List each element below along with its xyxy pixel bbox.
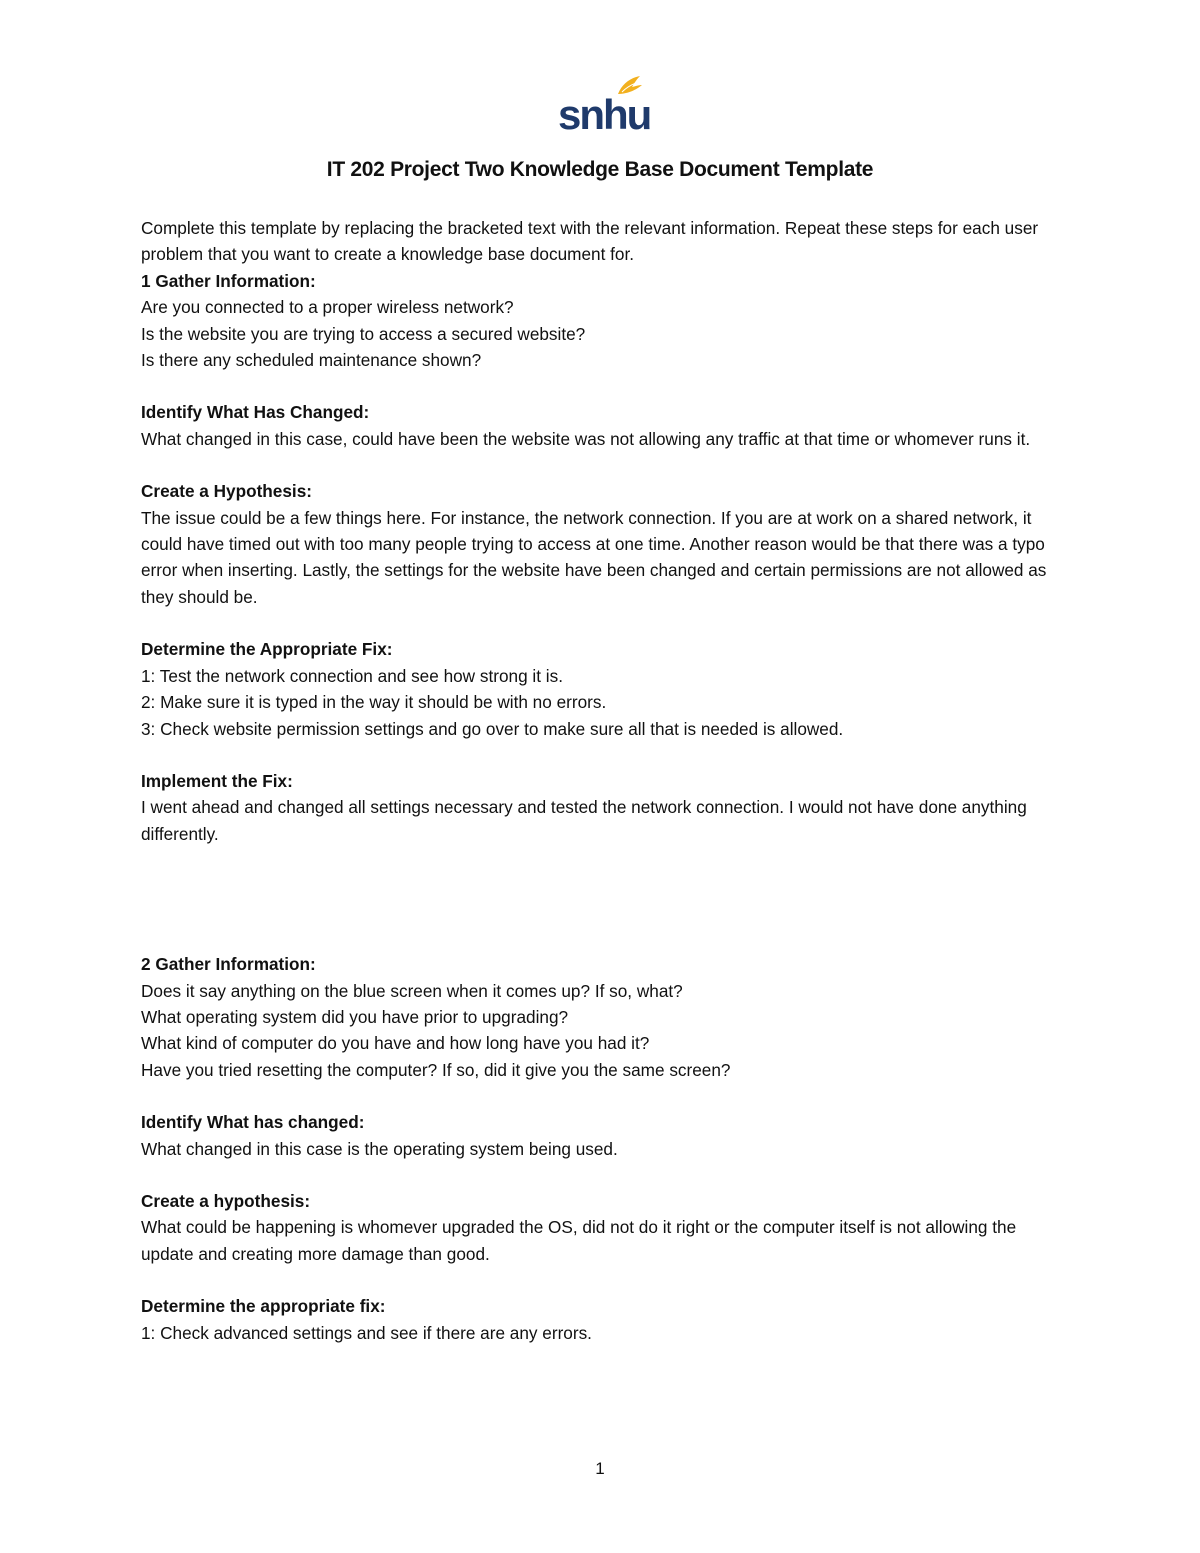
- section-spacer: [141, 847, 1061, 951]
- p2-gather-line: Does it say anything on the blue screen when it comes up? If so, what?: [141, 980, 683, 1001]
- p1-implement-heading: Implement the Fix:: [141, 770, 293, 791]
- p1-fix-heading: Determine the Appropriate Fix:: [141, 639, 393, 660]
- p2-gather-line: What operating system did you have prior to upgrading?: [141, 1006, 569, 1027]
- p2-gather-section: [141, 951, 1061, 1083]
- p1-identify-section: [141, 399, 1061, 452]
- p1-gather-section: [141, 268, 1061, 374]
- p1-hypothesis-section: [141, 478, 1061, 610]
- p2-identify-text: What changed in this case is the operating system being used.: [141, 1138, 618, 1159]
- p1-fix-step: 2: Make sure it is typed in the way it should be with no errors.: [141, 692, 607, 713]
- document-title: IT 202 Project Two Knowledge Base Document Template: [326, 158, 874, 181]
- p2-gather-heading: 2 Gather Information:: [141, 954, 316, 975]
- p2-hypothesis-heading: Create a hypothesis:: [141, 1190, 311, 1211]
- document-body: [141, 215, 1061, 1346]
- p2-fix-heading: Determine the appropriate fix:: [141, 1296, 386, 1317]
- p2-identify-heading: Identify What has changed:: [141, 1112, 365, 1133]
- p1-gather-line: Is the website you are trying to access a secured website?: [141, 323, 586, 344]
- p1-fix-section: [141, 636, 1061, 742]
- p2-hypothesis-section: [141, 1188, 1061, 1267]
- p1-fix-step: 1: Test the network connection and see how strong it is.: [141, 665, 563, 686]
- p1-gather-line: Are you connected to a proper wireless network?: [141, 297, 514, 318]
- p1-implement-section: [141, 768, 1061, 847]
- p1-gather-heading: 1 Gather Information:: [141, 270, 316, 291]
- p2-gather-line: Have you tried resetting the computer? If so, did it give you the same screen?: [141, 1059, 731, 1080]
- p2-hypothesis-text: What could be happening is whomever upgraded the OS, did not do it right or the computer itself is not allowing the update and creating more damage than good.: [141, 1217, 1017, 1264]
- p1-gather-line: Is there any scheduled maintenance shown?: [141, 350, 482, 371]
- p2-fix-section: [141, 1293, 1061, 1346]
- p1-hypothesis-text: The issue could be a few things here. For instance, the network connection. If you are at work on a shared network, it could have timed out with too many people trying to access at one time. Another reason would be that there was a typo error when inserting. Lastly, the settings for the website have been changed and certain permissions are not allowed as they should be.: [141, 507, 1047, 607]
- svg-text:snhu: snhu: [558, 91, 651, 134]
- p1-fix-step: 3: Check website permission settings and go over to make sure all that is needed is allowed.: [141, 718, 844, 739]
- page-number: 1: [595, 1459, 605, 1478]
- p1-identify-heading: Identify What Has Changed:: [141, 402, 370, 423]
- p2-gather-line: What kind of computer do you have and how long have you had it?: [141, 1033, 650, 1054]
- snhu-logo: [556, 72, 652, 134]
- p1-hypothesis-heading: Create a Hypothesis:: [141, 481, 312, 502]
- p1-identify-text: What changed in this case, could have been the website was not allowing any traffic at that time or whomever runs it.: [141, 428, 1031, 449]
- p1-implement-text: I went ahead and changed all settings necessary and tested the network connection. I would not have done anything differently.: [141, 797, 1027, 844]
- p2-identify-section: [141, 1109, 1061, 1162]
- intro-paragraph: Complete this template by replacing the bracketed text with the relevant information. Repeat these steps for each user problem that you want to create a knowledge base document for.: [141, 218, 1039, 265]
- p2-fix-step: 1: Check advanced settings and see if there are any errors.: [141, 1322, 592, 1343]
